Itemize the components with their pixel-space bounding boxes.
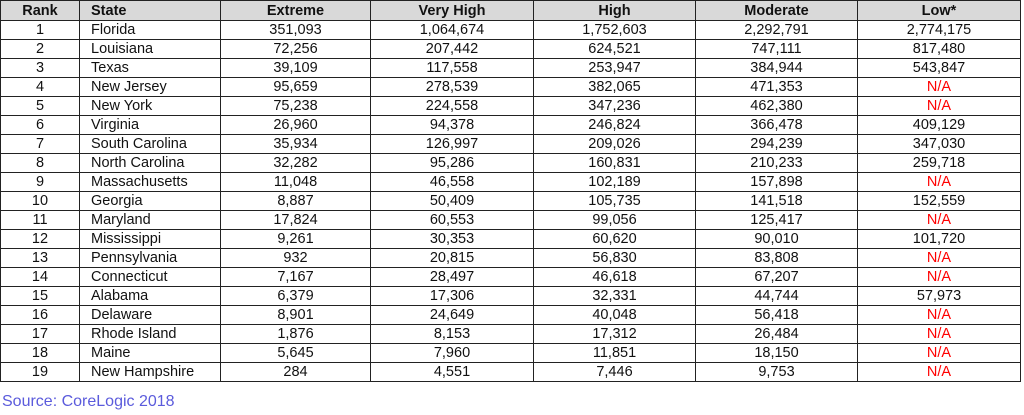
cell-high: 160,831 (534, 154, 696, 173)
table-row (1, 363, 1021, 382)
cell-extreme: 72,256 (221, 40, 371, 59)
table-row (1, 40, 1021, 59)
cell-high: 17,312 (534, 325, 696, 344)
cell-high: 60,620 (534, 230, 696, 249)
cell-very-high: 126,997 (371, 135, 534, 154)
cell-moderate: 18,150 (696, 344, 858, 363)
column-header-very-high: Very High (371, 1, 534, 21)
cell-extreme: 6,379 (221, 287, 371, 306)
cell-low: 101,720 (858, 230, 1021, 249)
cell-very-high: 7,960 (371, 344, 534, 363)
cell-state: Georgia (80, 192, 221, 211)
cell-moderate: 366,478 (696, 116, 858, 135)
cell-extreme: 39,109 (221, 59, 371, 78)
cell-rank: 2 (1, 40, 80, 59)
cell-rank: 18 (1, 344, 80, 363)
cell-state: New Jersey (80, 78, 221, 97)
cell-low: N/A (858, 97, 1021, 116)
cell-extreme: 26,960 (221, 116, 371, 135)
column-header-state: State (80, 1, 221, 21)
cell-moderate: 56,418 (696, 306, 858, 325)
cell-rank: 15 (1, 287, 80, 306)
cell-high: 7,446 (534, 363, 696, 382)
cell-low: N/A (858, 325, 1021, 344)
cell-very-high: 30,353 (371, 230, 534, 249)
cell-high: 105,735 (534, 192, 696, 211)
cell-high: 1,752,603 (534, 21, 696, 40)
source-note: Source: CoreLogic 2018 (2, 393, 175, 410)
cell-moderate: 210,233 (696, 154, 858, 173)
cell-rank: 14 (1, 268, 80, 287)
header-row (1, 1, 1021, 21)
cell-moderate: 462,380 (696, 97, 858, 116)
cell-state: Alabama (80, 287, 221, 306)
cell-state: Pennsylvania (80, 249, 221, 268)
cell-low: 259,718 (858, 154, 1021, 173)
cell-low: N/A (858, 306, 1021, 325)
cell-very-high: 46,558 (371, 173, 534, 192)
cell-very-high: 1,064,674 (371, 21, 534, 40)
cell-high: 253,947 (534, 59, 696, 78)
cell-low: N/A (858, 268, 1021, 287)
cell-moderate: 9,753 (696, 363, 858, 382)
cell-high: 347,236 (534, 97, 696, 116)
cell-moderate: 90,010 (696, 230, 858, 249)
table-row (1, 21, 1021, 40)
table-row (1, 287, 1021, 306)
cell-rank: 12 (1, 230, 80, 249)
cell-state: New Hampshire (80, 363, 221, 382)
table-row (1, 173, 1021, 192)
cell-high: 11,851 (534, 344, 696, 363)
cell-low: N/A (858, 211, 1021, 230)
column-header-rank: Rank (1, 1, 80, 21)
cell-extreme: 932 (221, 249, 371, 268)
cell-low: 152,559 (858, 192, 1021, 211)
table-row (1, 249, 1021, 268)
table-row (1, 268, 1021, 287)
cell-extreme: 7,167 (221, 268, 371, 287)
cell-high: 32,331 (534, 287, 696, 306)
cell-high: 246,824 (534, 116, 696, 135)
cell-extreme: 5,645 (221, 344, 371, 363)
table-row (1, 78, 1021, 97)
table-row (1, 154, 1021, 173)
cell-moderate: 2,292,791 (696, 21, 858, 40)
cell-state: Texas (80, 59, 221, 78)
cell-extreme: 35,934 (221, 135, 371, 154)
table-row (1, 211, 1021, 230)
cell-rank: 3 (1, 59, 80, 78)
cell-state: Florida (80, 21, 221, 40)
cell-extreme: 17,824 (221, 211, 371, 230)
cell-high: 40,048 (534, 306, 696, 325)
cell-rank: 19 (1, 363, 80, 382)
cell-rank: 13 (1, 249, 80, 268)
cell-rank: 1 (1, 21, 80, 40)
cell-low: N/A (858, 78, 1021, 97)
column-header-high: High (534, 1, 696, 21)
column-header-moderate: Moderate (696, 1, 858, 21)
cell-state: Maryland (80, 211, 221, 230)
cell-high: 102,189 (534, 173, 696, 192)
cell-extreme: 351,093 (221, 21, 371, 40)
cell-state: Maine (80, 344, 221, 363)
table-row (1, 306, 1021, 325)
cell-rank: 8 (1, 154, 80, 173)
cell-rank: 6 (1, 116, 80, 135)
cell-high: 99,056 (534, 211, 696, 230)
cell-very-high: 117,558 (371, 59, 534, 78)
cell-state: Rhode Island (80, 325, 221, 344)
cell-state: Massachusetts (80, 173, 221, 192)
cell-state: South Carolina (80, 135, 221, 154)
cell-extreme: 32,282 (221, 154, 371, 173)
cell-low: N/A (858, 344, 1021, 363)
cell-moderate: 747,111 (696, 40, 858, 59)
cell-low: 57,973 (858, 287, 1021, 306)
cell-moderate: 125,417 (696, 211, 858, 230)
cell-state: New York (80, 97, 221, 116)
table-row (1, 325, 1021, 344)
cell-moderate: 471,353 (696, 78, 858, 97)
cell-moderate: 67,207 (696, 268, 858, 287)
cell-moderate: 26,484 (696, 325, 858, 344)
cell-very-high: 94,378 (371, 116, 534, 135)
cell-rank: 7 (1, 135, 80, 154)
cell-extreme: 9,261 (221, 230, 371, 249)
table-row (1, 230, 1021, 249)
table-row (1, 192, 1021, 211)
cell-extreme: 8,887 (221, 192, 371, 211)
cell-very-high: 4,551 (371, 363, 534, 382)
cell-extreme: 11,048 (221, 173, 371, 192)
cell-low: 817,480 (858, 40, 1021, 59)
cell-very-high: 20,815 (371, 249, 534, 268)
cell-state: North Carolina (80, 154, 221, 173)
cell-state: Mississippi (80, 230, 221, 249)
cell-moderate: 141,518 (696, 192, 858, 211)
cell-rank: 9 (1, 173, 80, 192)
cell-very-high: 24,649 (371, 306, 534, 325)
column-header-low: Low* (858, 1, 1021, 21)
column-header-extreme: Extreme (221, 1, 371, 21)
cell-state: Delaware (80, 306, 221, 325)
cell-low: 347,030 (858, 135, 1021, 154)
table-row (1, 344, 1021, 363)
cell-extreme: 1,876 (221, 325, 371, 344)
cell-very-high: 17,306 (371, 287, 534, 306)
cell-high: 46,618 (534, 268, 696, 287)
cell-very-high: 50,409 (371, 192, 534, 211)
cell-moderate: 157,898 (696, 173, 858, 192)
cell-low: 409,129 (858, 116, 1021, 135)
cell-rank: 10 (1, 192, 80, 211)
table-row (1, 59, 1021, 78)
cell-low: 543,847 (858, 59, 1021, 78)
cell-very-high: 207,442 (371, 40, 534, 59)
cell-very-high: 224,558 (371, 97, 534, 116)
cell-moderate: 44,744 (696, 287, 858, 306)
cell-extreme: 8,901 (221, 306, 371, 325)
cell-very-high: 28,497 (371, 268, 534, 287)
cell-moderate: 83,808 (696, 249, 858, 268)
cell-high: 56,830 (534, 249, 696, 268)
cell-very-high: 8,153 (371, 325, 534, 344)
cell-state: Virginia (80, 116, 221, 135)
cell-state: Connecticut (80, 268, 221, 287)
cell-high: 382,065 (534, 78, 696, 97)
table-row (1, 116, 1021, 135)
cell-low: N/A (858, 249, 1021, 268)
cell-extreme: 95,659 (221, 78, 371, 97)
cell-rank: 5 (1, 97, 80, 116)
cell-low: 2,774,175 (858, 21, 1021, 40)
cell-state: Louisiana (80, 40, 221, 59)
table-row (1, 97, 1021, 116)
cell-extreme: 75,238 (221, 97, 371, 116)
cell-low: N/A (858, 363, 1021, 382)
cell-rank: 17 (1, 325, 80, 344)
cell-moderate: 384,944 (696, 59, 858, 78)
cell-extreme: 284 (221, 363, 371, 382)
cell-very-high: 278,539 (371, 78, 534, 97)
cell-rank: 4 (1, 78, 80, 97)
table-row (1, 135, 1021, 154)
cell-very-high: 60,553 (371, 211, 534, 230)
cell-moderate: 294,239 (696, 135, 858, 154)
cell-rank: 16 (1, 306, 80, 325)
cell-very-high: 95,286 (371, 154, 534, 173)
cell-high: 209,026 (534, 135, 696, 154)
cell-rank: 11 (1, 211, 80, 230)
cell-high: 624,521 (534, 40, 696, 59)
cell-low: N/A (858, 173, 1021, 192)
